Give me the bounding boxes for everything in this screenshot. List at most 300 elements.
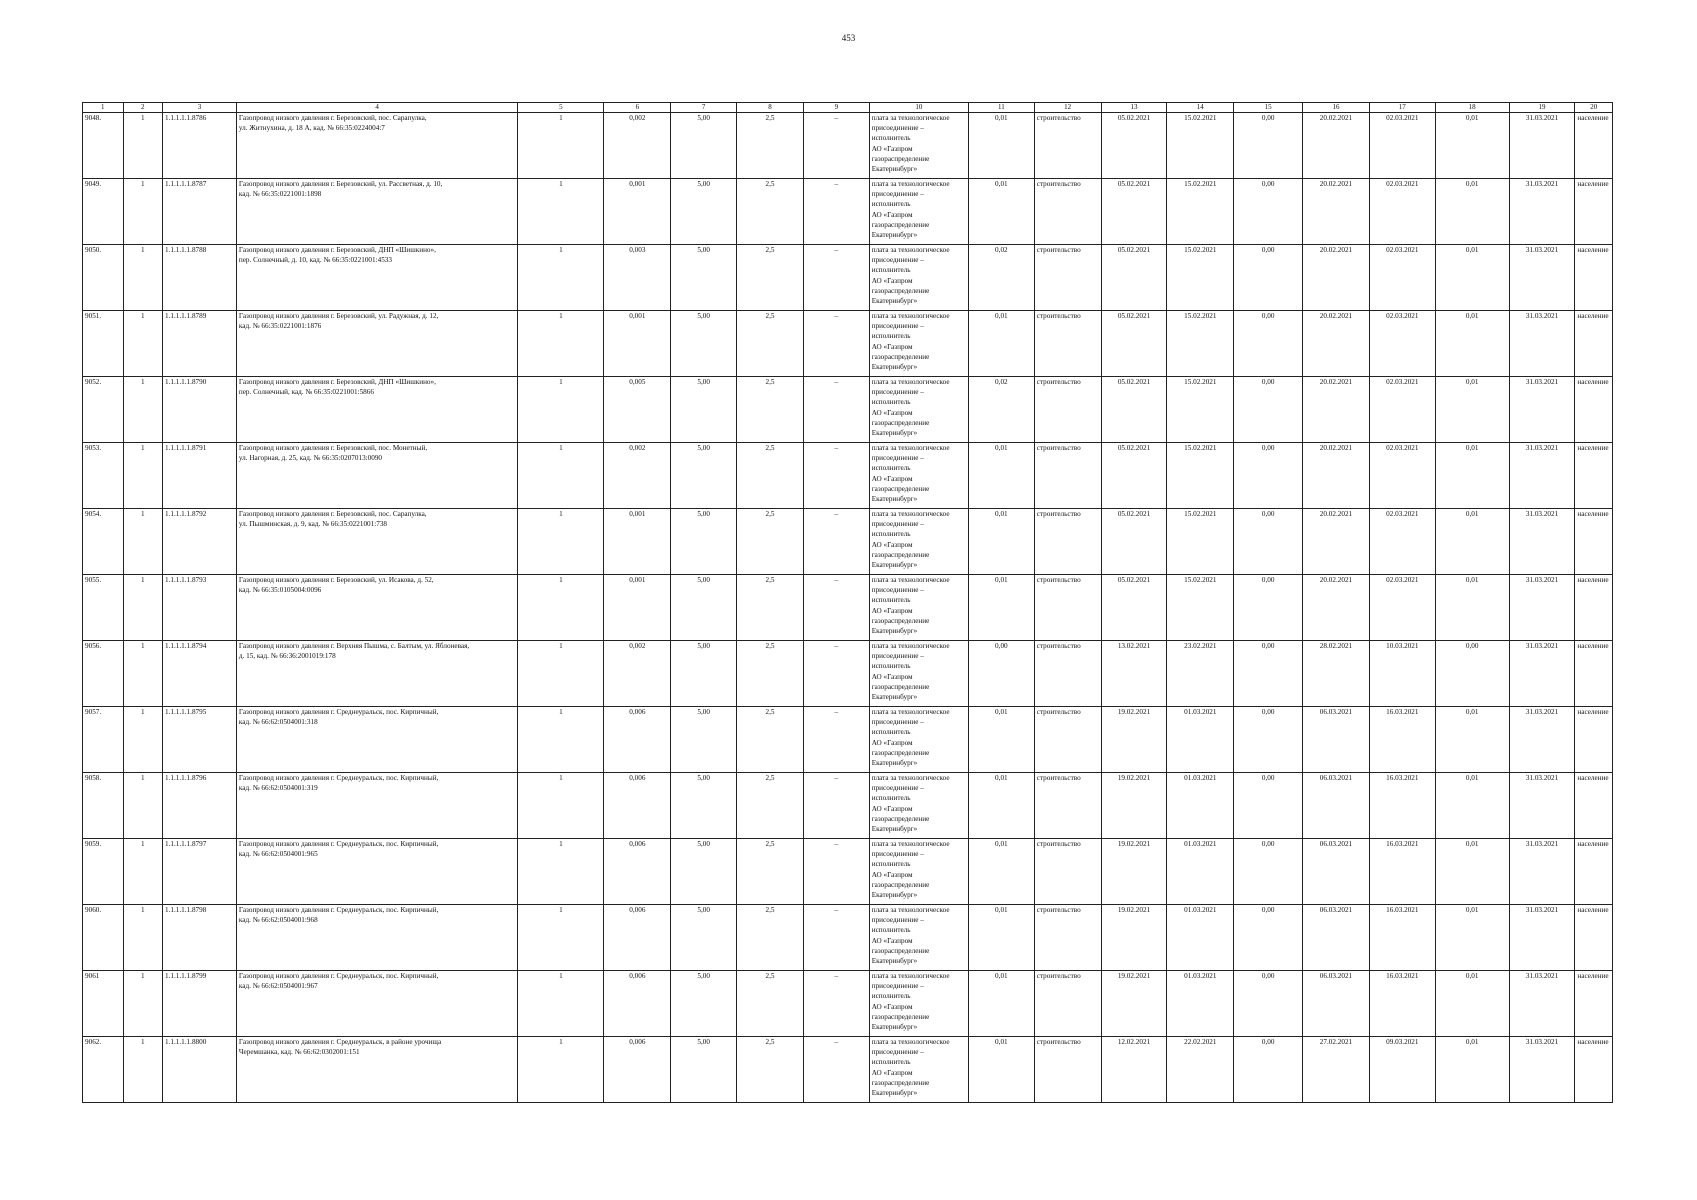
consumer-category: [1575, 641, 1613, 707]
col15-value: [1234, 377, 1303, 443]
col5-value-text: 1: [559, 906, 563, 914]
column-header-10: 10: [869, 103, 968, 113]
work-type: [1034, 641, 1101, 707]
col6-value-text: 0,002: [629, 114, 646, 122]
object-description: [236, 707, 517, 773]
object-description: [236, 773, 517, 839]
date-16: [1303, 311, 1370, 377]
row-number-text: 9050.: [85, 246, 102, 254]
col7-value: [671, 971, 737, 1037]
object-code: [162, 377, 236, 443]
date-14: [1167, 905, 1234, 971]
col2-value: [123, 1037, 162, 1103]
col8-value-text: 2,5: [765, 444, 775, 452]
col6-value-text: 0,001: [629, 510, 646, 518]
col15-value: [1234, 113, 1303, 179]
work-type: [1034, 905, 1101, 971]
col7-value-text: 5,00: [697, 840, 710, 848]
date-13-text: 05.02.2021: [1117, 576, 1151, 584]
col5-value-text: 1: [559, 840, 563, 848]
date-19: [1509, 839, 1575, 905]
work-type-text: строительство: [1036, 906, 1081, 914]
date-14-text: 15.02.2021: [1184, 312, 1217, 320]
table-row: [83, 245, 1613, 311]
date-13: [1101, 245, 1167, 311]
col11-value: [968, 311, 1034, 377]
work-type: [1034, 245, 1101, 311]
col7-value-text: 5,00: [697, 180, 710, 188]
work-type-text: строительство: [1036, 774, 1081, 782]
col15-value: [1234, 707, 1303, 773]
date-17-text: 10.03.2021: [1386, 642, 1419, 650]
date-14-text: 01.03.2021: [1184, 840, 1217, 848]
date-19: [1509, 773, 1575, 839]
consumer-category: [1575, 971, 1613, 1037]
col15-value-text: 0,00: [1261, 972, 1275, 980]
col7-value: [671, 377, 737, 443]
col11-value-text: 0,01: [995, 708, 1008, 716]
col2-value: [123, 773, 162, 839]
col6-value-text: 0,003: [629, 246, 646, 254]
col8-value-text: 2,5: [765, 576, 775, 584]
table-row: [83, 641, 1613, 707]
date-13-text: 19.02.2021: [1117, 708, 1151, 716]
col11-value-text: 0,00: [995, 642, 1008, 650]
funding-source: [869, 113, 968, 179]
col5-value-text: 1: [559, 378, 563, 386]
object-code-text: 1.1.1.1.1.8787: [164, 180, 207, 188]
table-row: [83, 575, 1613, 641]
col15-value-text: 0,00: [1261, 180, 1275, 188]
date-17-text: 02.03.2021: [1386, 444, 1419, 452]
col7-value-text: 5,00: [697, 774, 710, 782]
date-17: [1369, 575, 1435, 641]
col7-value-text: 5,00: [697, 246, 710, 254]
date-14-text: 01.03.2021: [1184, 972, 1217, 980]
work-type: [1034, 773, 1101, 839]
consumer-category-text: население: [1577, 510, 1609, 518]
col15-value-text: 0,00: [1261, 1038, 1275, 1046]
col2-value: [123, 509, 162, 575]
col6-value: [604, 1037, 671, 1103]
col8-value-text: 2,5: [765, 642, 775, 650]
work-type-text: строительство: [1036, 378, 1081, 386]
col11-value: [968, 575, 1034, 641]
funding-source-text: плата за технологическое присоединение – исполнитель АО «Газпром газораспределение Екатеринбург»: [871, 444, 950, 504]
col5-value-text: 1: [559, 708, 563, 716]
object-code-text: 1.1.1.1.1.8790: [164, 378, 207, 386]
col11-value-text: 0,02: [995, 378, 1008, 386]
col2-value-text: 1: [140, 378, 145, 386]
table-row: [83, 1037, 1613, 1103]
row-number: [83, 905, 124, 971]
col18-value-text: 0,01: [1465, 312, 1479, 320]
object-description-text: Газопровод низкого давления г. Березовский, ул. Рассветная, д. 10, кад. № 66:35:0221001:1898: [238, 180, 443, 199]
consumer-category: [1575, 245, 1613, 311]
col8-value: [737, 179, 804, 245]
col8-value-text: 2,5: [765, 840, 775, 848]
row-number-text: 9053.: [85, 444, 102, 452]
col18-value-text: 0,01: [1465, 378, 1479, 386]
date-16-text: 06.03.2021: [1319, 972, 1353, 980]
col6-value-text: 0,002: [629, 444, 646, 452]
object-description: [236, 641, 517, 707]
date-19-text: 31.03.2021: [1525, 510, 1559, 518]
col2-value-text: 1: [140, 246, 145, 254]
row-number-text: 9057.: [85, 708, 102, 716]
date-13: [1101, 179, 1167, 245]
col6-value: [604, 707, 671, 773]
column-header-7: 7: [671, 103, 737, 113]
work-type: [1034, 509, 1101, 575]
col5-value-text: 1: [559, 444, 563, 452]
object-description: [236, 905, 517, 971]
col6-value-text: 0,006: [629, 774, 646, 782]
object-code: [162, 971, 236, 1037]
col9-value-text: –: [834, 576, 839, 584]
date-16: [1303, 113, 1370, 179]
col2-value: [123, 113, 162, 179]
date-17-text: 16.03.2021: [1386, 840, 1419, 848]
col8-value-text: 2,5: [765, 114, 775, 122]
funding-source-text: плата за технологическое присоединение – исполнитель АО «Газпром газораспределение Екатеринбург»: [871, 576, 950, 636]
work-type-text: строительство: [1036, 840, 1081, 848]
col18-value-text: 0,01: [1465, 774, 1479, 782]
col2-value: [123, 311, 162, 377]
col11-value-text: 0,01: [995, 114, 1008, 122]
consumer-category-text: население: [1577, 774, 1609, 782]
funding-source-text: плата за технологическое присоединение – исполнитель АО «Газпром газораспределение Екатеринбург»: [871, 246, 950, 306]
col8-value-text: 2,5: [765, 312, 775, 320]
col8-value: [737, 575, 804, 641]
consumer-category: [1575, 509, 1613, 575]
col7-value-text: 5,00: [697, 510, 710, 518]
date-13: [1101, 707, 1167, 773]
date-17: [1369, 839, 1435, 905]
object-code-text: 1.1.1.1.1.8798: [164, 906, 207, 914]
object-code-text: 1.1.1.1.1.8800: [164, 1038, 207, 1046]
object-description-text: Газопровод низкого давления г. Березовский, ул. Исакова, д. 52, кад. № 66:35:0105004:0096: [238, 576, 434, 595]
col15-value: [1234, 509, 1303, 575]
col6-value: [604, 773, 671, 839]
col18-value: [1435, 575, 1509, 641]
date-19: [1509, 641, 1575, 707]
col11-value: [968, 905, 1034, 971]
col6-value: [604, 443, 671, 509]
date-17-text: 02.03.2021: [1386, 378, 1419, 386]
consumer-category-text: население: [1577, 1038, 1609, 1046]
object-description: [236, 971, 517, 1037]
col7-value: [671, 707, 737, 773]
col5-value: [518, 179, 604, 245]
date-14: [1167, 113, 1234, 179]
consumer-category-text: население: [1577, 312, 1609, 320]
col6-value: [604, 971, 671, 1037]
date-17-text: 16.03.2021: [1386, 906, 1419, 914]
work-type: [1034, 311, 1101, 377]
object-description-text: Газопровод низкого давления г. Среднеуральск, пос. Кирпичный, кад. № 66:62:0504001:318: [238, 708, 439, 727]
column-number-row: [83, 103, 1613, 113]
date-14: [1167, 179, 1234, 245]
col18-value-text: 0,01: [1465, 708, 1479, 716]
col18-value-text: 0,00: [1465, 642, 1479, 650]
col11-value-text: 0,01: [995, 840, 1008, 848]
col5-value: [518, 245, 604, 311]
col15-value-text: 0,00: [1261, 312, 1275, 320]
date-19: [1509, 113, 1575, 179]
date-16: [1303, 839, 1370, 905]
col15-value: [1234, 839, 1303, 905]
date-13: [1101, 905, 1167, 971]
col5-value-text: 1: [559, 576, 563, 584]
col18-value: [1435, 1037, 1509, 1103]
col8-value: [737, 773, 804, 839]
object-description: [236, 377, 517, 443]
funding-source: [869, 839, 968, 905]
date-13-text: 19.02.2021: [1117, 840, 1151, 848]
funding-source: [869, 311, 968, 377]
date-17: [1369, 509, 1435, 575]
date-13-text: 05.02.2021: [1117, 246, 1151, 254]
col2-value-text: 1: [140, 312, 145, 320]
funding-source-text: плата за технологическое присоединение – исполнитель АО «Газпром газораспределение Екатеринбург»: [871, 840, 950, 900]
col2-value-text: 1: [140, 1038, 145, 1046]
row-number-text: 9051.: [85, 312, 102, 320]
funding-source: [869, 1037, 968, 1103]
date-13: [1101, 311, 1167, 377]
col8-value-text: 2,5: [765, 972, 775, 980]
col2-value: [123, 179, 162, 245]
date-13: [1101, 443, 1167, 509]
col15-value-text: 0,00: [1261, 114, 1275, 122]
date-17: [1369, 311, 1435, 377]
col9-value-text: –: [834, 840, 839, 848]
date-16: [1303, 179, 1370, 245]
col18-value: [1435, 179, 1509, 245]
date-14-text: 22.02.2021: [1184, 1038, 1217, 1046]
col7-value: [671, 179, 737, 245]
date-17-text: 02.03.2021: [1386, 246, 1419, 254]
col11-value-text: 0,01: [995, 312, 1008, 320]
object-code-text: 1.1.1.1.1.8791: [164, 444, 207, 452]
date-16: [1303, 707, 1370, 773]
col5-value: [518, 641, 604, 707]
date-13: [1101, 641, 1167, 707]
col5-value: [518, 707, 604, 773]
date-19-text: 31.03.2021: [1525, 642, 1559, 650]
object-code: [162, 509, 236, 575]
table-row: [83, 113, 1613, 179]
date-16-text: 06.03.2021: [1319, 906, 1353, 914]
date-13: [1101, 575, 1167, 641]
funding-source: [869, 707, 968, 773]
date-14-text: 23.02.2021: [1184, 642, 1217, 650]
object-description-text: Газопровод низкого давления г. Березовский, пос. Сарапулка, ул. Житнухина, д. 18 А, кад. № 66:35:0224004:7: [238, 114, 427, 133]
col2-value-text: 1: [140, 840, 145, 848]
col9-value: [803, 1037, 869, 1103]
col7-value: [671, 773, 737, 839]
col18-value: [1435, 443, 1509, 509]
col6-value-text: 0,001: [629, 312, 646, 320]
object-description-text: Газопровод низкого давления г. Среднеуральск, пос. Кирпичный, кад. № 66:62:0504001:319: [238, 774, 439, 793]
row-number: [83, 773, 124, 839]
funding-source: [869, 971, 968, 1037]
col7-value-text: 5,00: [697, 906, 710, 914]
row-number: [83, 641, 124, 707]
date-14-text: 15.02.2021: [1184, 114, 1217, 122]
date-14: [1167, 311, 1234, 377]
date-19-text: 31.03.2021: [1525, 246, 1559, 254]
col15-value: [1234, 575, 1303, 641]
row-number: [83, 575, 124, 641]
col9-value: [803, 443, 869, 509]
col9-value-text: –: [834, 312, 839, 320]
object-description: [236, 443, 517, 509]
col11-value-text: 0,01: [995, 774, 1008, 782]
work-type: [1034, 179, 1101, 245]
col2-value-text: 1: [140, 510, 145, 518]
col2-value: [123, 641, 162, 707]
date-17: [1369, 1037, 1435, 1103]
col6-value: [604, 839, 671, 905]
date-19: [1509, 575, 1575, 641]
consumer-category-text: население: [1577, 444, 1609, 452]
date-13: [1101, 113, 1167, 179]
col9-value: [803, 377, 869, 443]
col7-value: [671, 839, 737, 905]
date-14: [1167, 1037, 1234, 1103]
funding-source-text: плата за технологическое присоединение – исполнитель АО «Газпром газораспределение Екатеринбург»: [871, 708, 950, 768]
object-code: [162, 179, 236, 245]
object-code: [162, 641, 236, 707]
col6-value-text: 0,002: [629, 642, 646, 650]
date-14: [1167, 575, 1234, 641]
col11-value-text: 0,01: [995, 180, 1008, 188]
object-code-text: 1.1.1.1.1.8799: [164, 972, 207, 980]
col7-value: [671, 443, 737, 509]
col2-value-text: 1: [140, 774, 145, 782]
object-code: [162, 311, 236, 377]
date-13: [1101, 1037, 1167, 1103]
col18-value-text: 0,01: [1465, 906, 1479, 914]
date-13: [1101, 971, 1167, 1037]
date-14-text: 15.02.2021: [1184, 378, 1217, 386]
col9-value-text: –: [834, 642, 839, 650]
date-17: [1369, 179, 1435, 245]
col5-value: [518, 443, 604, 509]
col18-value-text: 0,01: [1465, 576, 1479, 584]
col18-value: [1435, 509, 1509, 575]
work-type: [1034, 377, 1101, 443]
col15-value-text: 0,00: [1261, 378, 1275, 386]
col6-value-text: 0,006: [629, 840, 646, 848]
col2-value: [123, 443, 162, 509]
col2-value: [123, 839, 162, 905]
col2-value: [123, 377, 162, 443]
col5-value: [518, 971, 604, 1037]
col11-value-text: 0,01: [995, 444, 1008, 452]
object-description-text: Газопровод низкого давления г. Среднеуральск, пос. Кирпичный, кад. № 66:62:0504001:965: [238, 840, 439, 859]
column-header-14: 14: [1167, 103, 1234, 113]
consumer-category-text: население: [1577, 180, 1609, 188]
column-header-11: 11: [968, 103, 1034, 113]
row-number-text: 9055.: [85, 576, 102, 584]
column-header-17: 17: [1369, 103, 1435, 113]
work-type: [1034, 113, 1101, 179]
date-17: [1369, 707, 1435, 773]
col6-value: [604, 905, 671, 971]
object-code-text: 1.1.1.1.1.8797: [164, 840, 207, 848]
consumer-category: [1575, 1037, 1613, 1103]
date-14: [1167, 245, 1234, 311]
col8-value: [737, 377, 804, 443]
col6-value: [604, 575, 671, 641]
funding-source: [869, 575, 968, 641]
col5-value: [518, 839, 604, 905]
col2-value-text: 1: [140, 180, 145, 188]
object-description: [236, 311, 517, 377]
col9-value-text: –: [834, 510, 839, 518]
date-14-text: 15.02.2021: [1184, 444, 1217, 452]
date-19-text: 31.03.2021: [1525, 708, 1559, 716]
date-17-text: 02.03.2021: [1386, 114, 1419, 122]
col8-value: [737, 641, 804, 707]
column-header-3: 3: [162, 103, 236, 113]
col9-value: [803, 113, 869, 179]
consumer-category-text: население: [1577, 708, 1609, 716]
object-code: [162, 575, 236, 641]
column-header-16: 16: [1303, 103, 1370, 113]
date-13-text: 19.02.2021: [1117, 906, 1151, 914]
date-14-text: 15.02.2021: [1184, 246, 1217, 254]
col2-value: [123, 707, 162, 773]
funding-source-text: плата за технологическое присоединение – исполнитель АО «Газпром газораспределение Екатеринбург»: [871, 510, 950, 570]
date-16: [1303, 245, 1370, 311]
col9-value-text: –: [834, 708, 839, 716]
object-description: [236, 575, 517, 641]
col11-value: [968, 179, 1034, 245]
col18-value: [1435, 245, 1509, 311]
col2-value-text: 1: [140, 642, 145, 650]
consumer-category-text: население: [1577, 246, 1609, 254]
row-number: [83, 179, 124, 245]
col8-value: [737, 839, 804, 905]
date-14: [1167, 707, 1234, 773]
col5-value-text: 1: [559, 1038, 563, 1046]
table-row: [83, 179, 1613, 245]
date-14: [1167, 971, 1234, 1037]
consumer-category: [1575, 773, 1613, 839]
col11-value: [968, 641, 1034, 707]
object-code-text: 1.1.1.1.1.8789: [164, 312, 207, 320]
date-14: [1167, 773, 1234, 839]
col9-value: [803, 641, 869, 707]
col6-value-text: 0,001: [629, 576, 646, 584]
col7-value-text: 5,00: [697, 378, 710, 386]
object-code-text: 1.1.1.1.1.8788: [164, 246, 207, 254]
object-description-text: Газопровод низкого давления г. Среднеуральск, пос. Кирпичный, кад. № 66:62:0504001:967: [238, 972, 439, 991]
date-13-text: 05.02.2021: [1117, 378, 1151, 386]
date-17-text: 16.03.2021: [1386, 708, 1419, 716]
col18-value: [1435, 707, 1509, 773]
date-17: [1369, 905, 1435, 971]
col9-value-text: –: [834, 1038, 839, 1046]
consumer-category-text: население: [1577, 114, 1609, 122]
date-17: [1369, 773, 1435, 839]
col2-value-text: 1: [140, 444, 145, 452]
col18-value-text: 0,01: [1465, 510, 1479, 518]
date-13-text: 05.02.2021: [1117, 180, 1151, 188]
